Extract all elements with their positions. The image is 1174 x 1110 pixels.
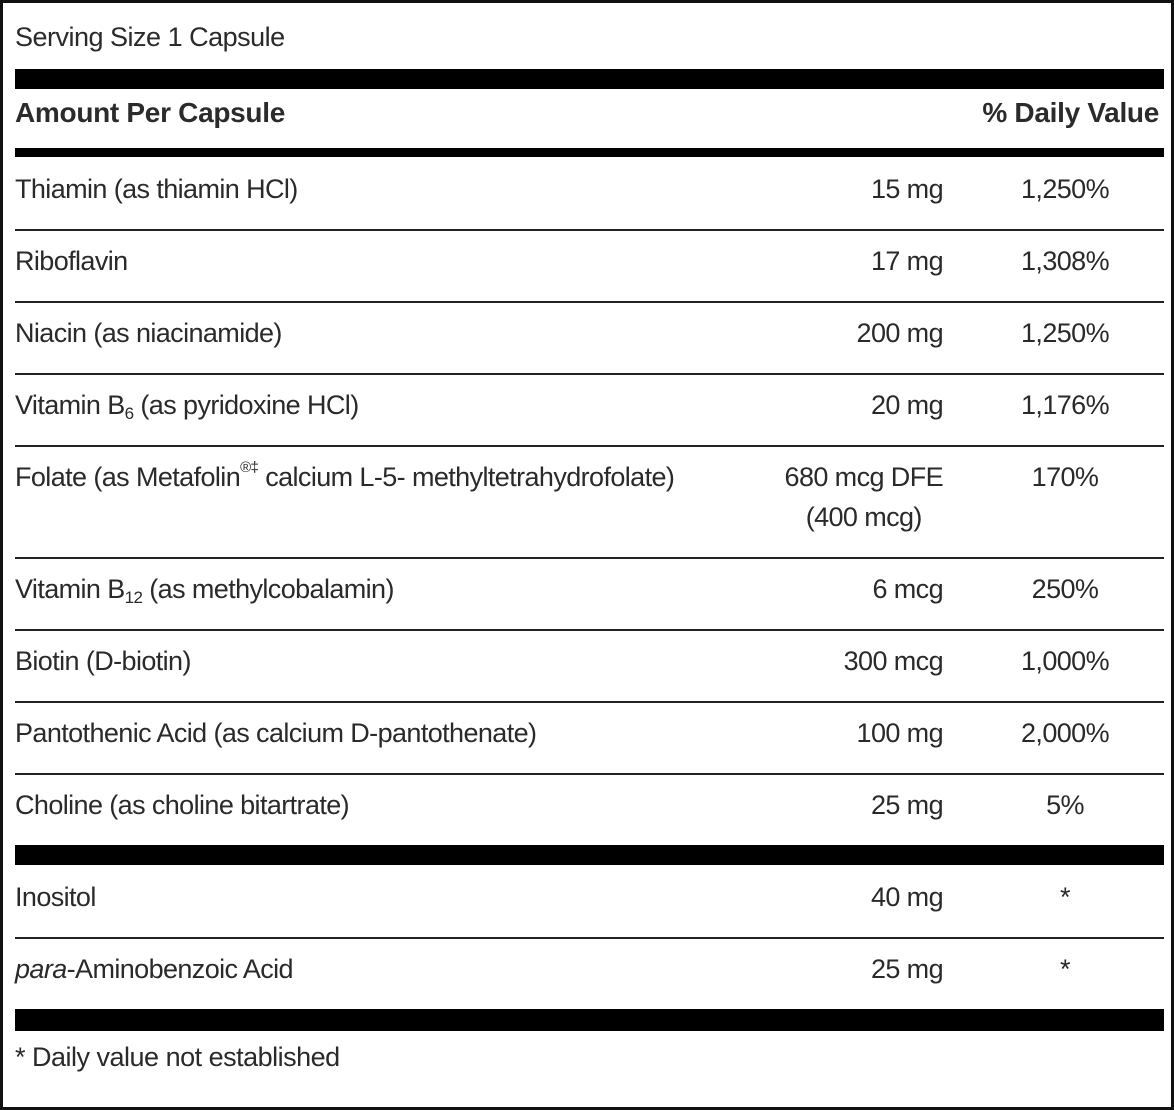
column-header — [15, 97, 1164, 129]
nutrient-name: para-Aminobenzoic Acid — [15, 954, 293, 984]
row-divider — [15, 937, 1164, 939]
nutrient-daily-value: 1,176% — [1021, 390, 1109, 420]
nutrient-amount: 25 mg — [870, 954, 943, 984]
nutrient-name: Pantothenic Acid (as calcium D-pantothenate) — [15, 718, 537, 748]
nutrient-amount: 100 mg — [856, 718, 943, 748]
row-divider — [15, 629, 1164, 631]
nutrient-daily-value: * — [1060, 954, 1070, 984]
row-divider — [15, 301, 1164, 303]
nutrient-daily-value: 1,250% — [1021, 174, 1109, 204]
nutrient-name: Niacin (as niacinamide) — [15, 318, 282, 348]
nutrient-name: Biotin (D-biotin) — [15, 646, 191, 676]
nutrient-name: Riboflavin — [15, 246, 128, 276]
row-divider — [15, 557, 1164, 559]
nutrient-amount: 300 mcg — [843, 646, 943, 676]
nutrient-daily-value: * — [1060, 882, 1070, 912]
nutrient-daily-value: 1,308% — [1021, 246, 1109, 276]
footnote: * Daily value not established — [15, 1042, 340, 1072]
nutrient-daily-value: 5% — [1046, 790, 1084, 820]
serving-size: Serving Size 1 Capsule — [15, 22, 285, 52]
nutrient-daily-value: 2,000% — [1021, 718, 1109, 748]
nutrient-name: Thiamin (as thiamin HCl) — [15, 174, 298, 204]
nutrient-name: Folate (as Metafolin®‡ calcium L-5- methyltetrahydrofolate) — [15, 459, 675, 492]
row-divider — [15, 445, 1164, 447]
row-divider — [15, 701, 1164, 703]
thick-divider — [15, 69, 1164, 89]
nutrient-amount: 15 mg — [870, 174, 943, 204]
nutrient-amount: 20 mg — [870, 390, 943, 420]
daily-value-heading: % Daily Value — [982, 97, 1159, 128]
nutrient-daily-value: 1,000% — [1021, 646, 1109, 676]
row-divider — [15, 229, 1164, 231]
nutrient-name: Choline (as choline bitartrate) — [15, 790, 350, 820]
amount-per-capsule-heading: Amount Per Capsule — [15, 97, 285, 128]
nutrient-name: Vitamin $B_6$ (as pyridoxine HCl) — [15, 390, 359, 423]
row-divider — [15, 773, 1164, 775]
thick-divider — [15, 845, 1164, 865]
nutrient-amount: 6 mcg — [872, 574, 943, 604]
thick-divider — [15, 1009, 1164, 1031]
medium-divider — [15, 148, 1164, 157]
nutrient-amount: 680 mcg DFE (400 mcg) — [784, 462, 943, 532]
nutrient-daily-value: 250% — [1031, 574, 1099, 604]
row-divider — [15, 373, 1164, 375]
nutrient-amount: 25 mg — [870, 790, 943, 820]
nutrient-daily-value: 1,250% — [1021, 318, 1109, 348]
nutrient-amount: 17 mg — [870, 246, 943, 276]
nutrient-name: Vitamin $B_{12}$ (as methylcobalamin) — [15, 574, 394, 607]
nutrient-name: Inositol — [15, 882, 96, 912]
nutrient-amount: 200 mg — [856, 318, 943, 348]
nutrient-daily-value: 170% — [1031, 462, 1099, 492]
nutrient-amount: 40 mg — [870, 882, 943, 912]
